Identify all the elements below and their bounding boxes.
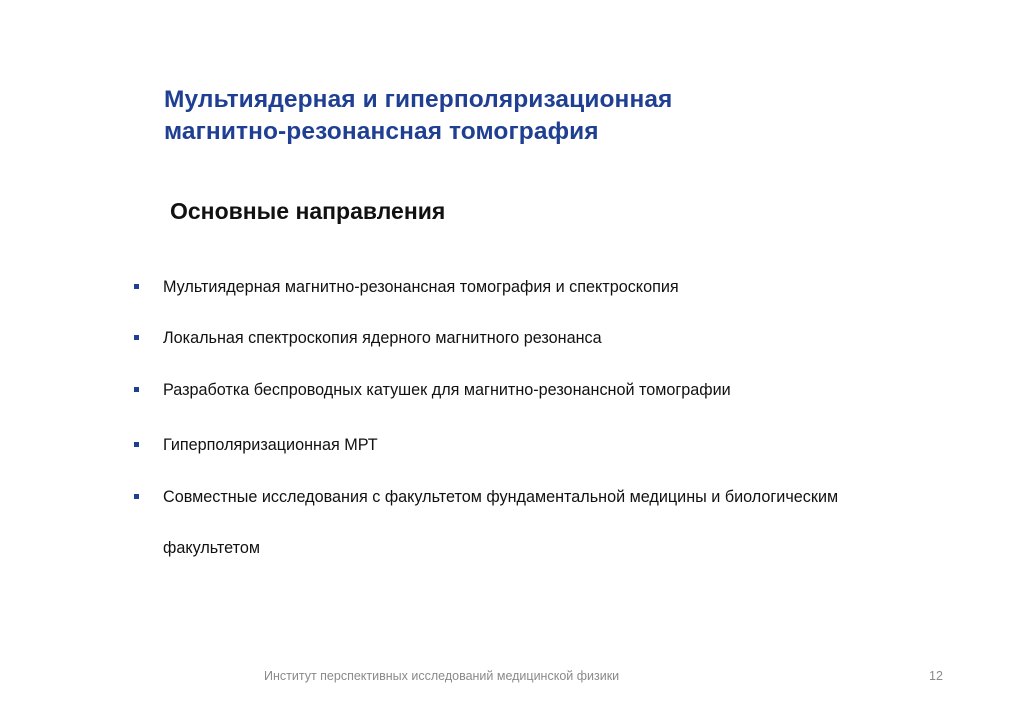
list-item-text: Совместные исследования с факультетом фундаментальной медицины и биологическим bbox=[163, 488, 839, 506]
list-item bbox=[130, 325, 602, 351]
slide-title bbox=[164, 84, 864, 148]
page-number: 12 bbox=[929, 669, 943, 683]
list-item-text: Локальная спектроскопия ядерного магнитного резонанса bbox=[163, 329, 602, 347]
section-heading: Основные направления bbox=[170, 198, 446, 224]
square-bullet-icon bbox=[134, 335, 139, 340]
square-bullet-icon bbox=[134, 442, 139, 447]
footer-text: Институт перспективных исследований медицинской физики bbox=[264, 669, 620, 683]
list-item bbox=[130, 484, 838, 561]
list-item-text-continuation: факультетом bbox=[163, 539, 260, 557]
list-item-text: Мультиядерная магнитно-резонансная томография и спектроскопия bbox=[163, 278, 679, 296]
list-item-text: Гиперполяризационная МРТ bbox=[163, 436, 378, 454]
slide-title-line-2: магнитно-резонансная томография bbox=[164, 118, 599, 145]
square-bullet-icon bbox=[134, 284, 139, 289]
square-bullet-icon bbox=[134, 494, 139, 499]
list-item bbox=[130, 432, 378, 458]
list-item bbox=[130, 377, 731, 403]
square-bullet-icon bbox=[134, 387, 139, 392]
slide-title-line-1: Мультиядерная и гиперполяризационная bbox=[164, 86, 673, 113]
list-item bbox=[130, 274, 679, 300]
list-item-text: Разработка беспроводных катушек для магнитно-резонансной томографии bbox=[163, 381, 731, 399]
